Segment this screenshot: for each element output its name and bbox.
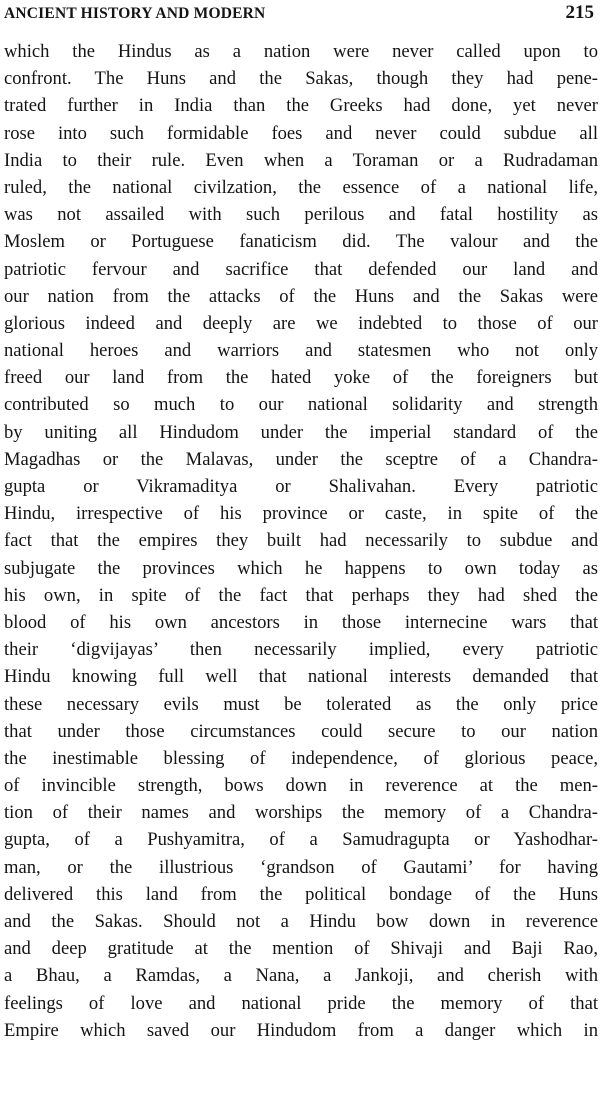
text-line: gupta, of a Pushyamitra, of a Samudragupta or Yashodhar- xyxy=(4,829,598,851)
text-line: patriotic fervour and sacrifice that defended our land and xyxy=(4,258,598,280)
text-line: that under those circumstances could secure to our nation xyxy=(4,720,598,742)
text-line: glorious indeed and deeply are we indebted to those of our xyxy=(4,312,598,334)
text-line: Empire which saved our Hindudom from a danger which in xyxy=(4,1019,598,1041)
text-line: their ‘digvijayas’ then necessarily implied, every patriotic xyxy=(4,639,598,661)
text-line: and the Sakas. Should not a Hindu bow down in reverence xyxy=(4,911,598,932)
text-line: of invincible strength, bows down in reverence at the men- xyxy=(4,775,598,797)
text-line: by uniting all Hindudom under the imperial standard of the xyxy=(4,421,598,443)
text-line: rose into such formidable foes and never could subdue all xyxy=(4,122,598,144)
text-line: Moslem or Portuguese fanaticism did. The valour and the xyxy=(4,231,598,253)
text-line: fact that the empires they built had necessarily to subdue and xyxy=(4,530,598,552)
text-line: subjugate the provinces which he happens to own today as xyxy=(4,557,598,579)
text-line: tion of their names and worships the memory of a Chandra- xyxy=(4,802,598,824)
page-number: 215 xyxy=(565,2,594,23)
text-line: a Bhau, a Ramdas, a Nana, a Jankoji, and cherish with xyxy=(4,965,598,987)
text-line: trated further in India than the Greeks had done, yet never xyxy=(4,95,598,117)
text-line: his own, in spite of the fact that perhaps they had shed the xyxy=(4,584,598,606)
text-line: India to their rule. Even when a Toraman or a Rudradaman xyxy=(4,149,598,171)
text-line: gupta or Vikramaditya or Shalivahan. Every patriotic xyxy=(4,476,598,497)
text-line: ruled, the national civilzation, the essence of a national life, xyxy=(4,176,598,198)
text-line: man, or the illustrious ‘grandson of Gautami’ for having xyxy=(4,856,598,878)
running-head xyxy=(4,2,594,26)
text-line: delivered this land from the political bondage of the Huns xyxy=(4,883,598,905)
text-line: which the Hindus as a nation were never called upon to xyxy=(4,41,598,62)
text-line: contributed so much to our national solidarity and strength xyxy=(4,394,598,416)
text-line: Hindu knowing full well that national interests demanded that xyxy=(4,666,598,688)
text-line: our nation from the attacks of the Huns and the Sakas were xyxy=(4,285,598,307)
text-line: Magadhas or the Malavas, under the sceptre of a Chandra- xyxy=(4,448,598,470)
body-text xyxy=(4,38,598,1044)
text-line: these necessary evils must be tolerated as the only price xyxy=(4,693,598,715)
text-line: the inestimable blessing of independence, of glorious peace, xyxy=(4,747,598,769)
text-line: blood of his own ancestors in those internecine wars that xyxy=(4,611,598,633)
text-line: freed our land from the hated yoke of the foreigners but xyxy=(4,367,598,389)
text-line: Hindu, irrespective of his province or caste, in spite of the xyxy=(4,503,598,525)
text-line: national heroes and warriors and statesmen who not only xyxy=(4,340,598,362)
text-line: confront. The Huns and the Sakas, though they had pene- xyxy=(4,68,598,90)
text-line: was not assailed with such perilous and fatal hostility as xyxy=(4,204,598,226)
text-line: feelings of love and national pride the memory of that xyxy=(4,992,598,1014)
running-title: ANCIENT HISTORY AND MODERN xyxy=(4,5,266,22)
text-line: and deep gratitude at the mention of Shivaji and Baji Rao, xyxy=(4,938,598,960)
